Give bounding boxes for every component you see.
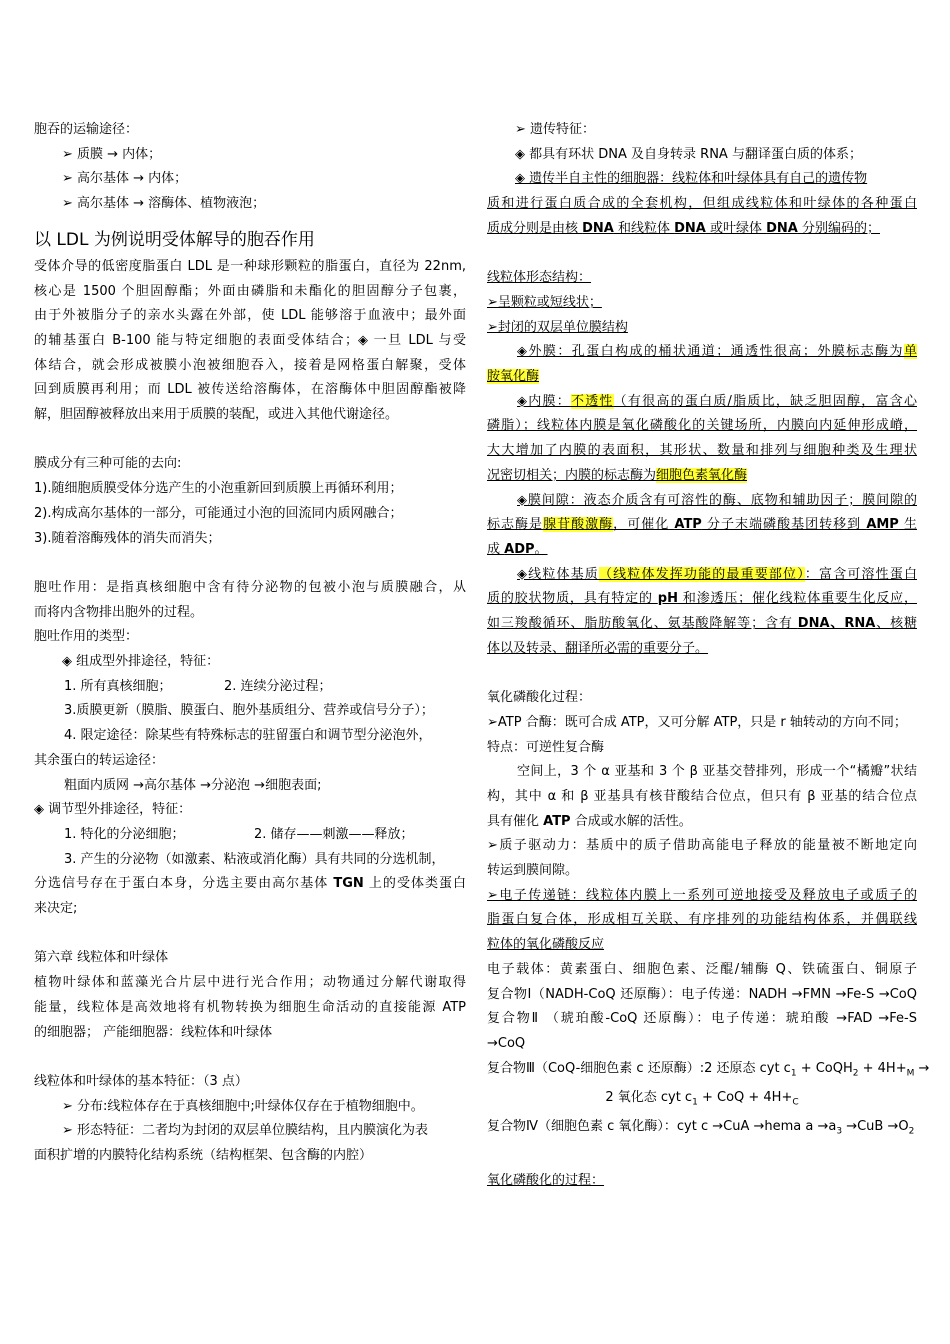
paragraph-line: ◈外膜：孔蛋白构成的桶状通道；通透性很高；外膜标志酶为单: [517, 344, 917, 360]
left-column: [34, 118, 466, 1169]
list-item: ➢封闭的双层单位膜结构: [487, 319, 628, 335]
section-heading-ldl: 以 LDL 为例说明受体解导的胞吞作用: [34, 229, 315, 250]
paragraph-line: 转运到膜间隙。: [487, 863, 579, 879]
list-item: 4. 限定途径：除某些有特殊标志的驻留蛋白和调节型分泌泡外，: [64, 728, 432, 744]
paragraph-line: 特点：可逆性复合酶: [487, 739, 605, 755]
list-item: ◈ 都具有环状 DNA 及自身转录 RNA 与翻译蛋白质的体系；: [515, 146, 862, 162]
oxphos-title: 氧化磷酸化过程：: [487, 690, 592, 706]
list-item: ◈ 组成型外排途径，特征：: [62, 654, 220, 670]
paragraph-line: 的辅基蛋白 B-100 能与特定细胞的表面受体结合；◈ 一旦 LDL 与受: [34, 332, 466, 348]
paragraph-line: 分选信号存在于蛋白本身，分选主要由高尔基体 TGN 上的受体类蛋白: [34, 876, 466, 892]
paragraph-line: 胞吐作用：是指真核细胞中含有待分泌物的包被小泡与质膜融合，从: [34, 579, 466, 595]
route-item: ➢ 高尔基体 → 内体；: [62, 171, 188, 187]
list-item: 2).构成高尔基体的一部分，可能通过小泡的回流同内质网融合；: [34, 505, 403, 521]
paragraph-line: 构，其中 α 和 β 亚基具有核苷酸结合位点，但只有 β 亚基的结合位点: [487, 788, 917, 804]
paragraph-line: 能量，线粒体是高效地将有机物转换为细胞生命活动的直接能源 ATP: [34, 999, 466, 1015]
list-item: ➢ 分布:线粒体存在于真核细胞中;叶绿体仅存在于植物细胞中。: [62, 1098, 424, 1114]
paragraph-line: 质的胶状物质，具有特定的 pH 和渗透压；催化线粒体重要生化反应，: [487, 591, 917, 607]
paragraph-line: 质成分则是由核 DNA 和线粒体 DNA 或叶绿体 DNA 分别编码的；: [487, 220, 881, 236]
feature-row: [34, 823, 466, 848]
paragraph-line: 而将内含物排出胞外的过程。: [34, 604, 204, 620]
paragraph-line: ◈线粒体基质（线粒体发挥功能的最重要部位）：富含可溶性蛋白: [517, 566, 917, 582]
paragraph-line: 解，胆固醇被释放出来用于质膜的装配，或进入其他代谢途径。: [34, 407, 399, 423]
paragraph-line: 脂蛋白复合体，形成相互关联、有序排列的功能结构体系，并偶联线: [487, 912, 917, 928]
feature-item: 2. 连续分泌过程；: [224, 678, 332, 694]
equation-line: 复合物Ⅳ（细胞色素 c 氧化酶）：cyt c →CuA →hema $a \to a_3 \to CuB \to O_2$: [487, 1119, 915, 1137]
list-item: ➢呈颗粒或短线状；: [487, 294, 602, 310]
paragraph-line: ➢质子驱动力：基质中的质子借助高能电子释放的能量被不断地定向: [487, 838, 917, 854]
paragraph-line: 复合物Ⅱ （琥珀酸-CoQ 还原酶）：电子传递：琥珀酸 →FAD →Fe-S: [487, 1011, 917, 1027]
list-item: ◈ 调节型外排途径，特征：: [34, 802, 192, 818]
paragraph-line: 磷脂）；线粒体内膜是氧化磷酸化的关键场所，内膜向内延伸形成嵴，: [487, 418, 917, 434]
genetic-features-title: ➢ 遗传特征：: [515, 122, 596, 137]
paragraph-line: 大大增加了内膜的表面积，其形状、数量和排列与细胞种类及生理状: [487, 443, 917, 459]
paragraph-line: →CoQ: [487, 1035, 526, 1051]
paragraph-line: 空间上，3 个 α 亚基和 3 个 β 亚基交替排列，形成一个“橘瓣”状结: [517, 764, 917, 780]
paragraph-line: 来决定;: [34, 901, 78, 917]
list-item: ◈ 遗传半自主性的细胞器：线粒体和叶绿体具有自己的遗传物: [515, 171, 868, 187]
route-item: ➢ 质膜 → 内体；: [62, 146, 162, 162]
paragraph-line: 植物叶绿体和蓝藻光合片层中进行光合作用；动物通过分解代谢取得: [34, 975, 466, 991]
list-item: ➢ 形态特征：二者均为封闭的双层单位膜结构，且内膜演化为表: [62, 1123, 429, 1139]
right-column: [487, 118, 930, 1194]
exocytosis-types-title: 胞吐作用的类型：: [34, 629, 139, 645]
paragraph-line: 粒体的氧化磷酸反应: [487, 937, 605, 953]
equation-line: 复合物Ⅲ（CoQ-细胞色素 c 还原酶）:2 还原态 cyt $c_1$ + CoQH$_2$ + $4H+_M$ →: [487, 1060, 930, 1079]
paragraph-line: 其余蛋白的转运途径：: [34, 752, 165, 768]
paragraph-line: 成 ADP。: [487, 541, 548, 557]
paragraph-line: 的细胞器； 产能细胞器：线粒体和叶绿体: [34, 1024, 273, 1040]
paragraph-line: 由于外被脂分子的亲水头露在外部，使 LDL 能够溶于血液中；最外面: [34, 308, 466, 324]
route-item: ➢ 高尔基体 → 溶酶体、植物液泡；: [62, 196, 266, 212]
paragraph-line: ➢ATP 合酶：既可合成 ATP，又可分解 ATP，只是 r 轴转动的方向不同；: [487, 714, 907, 730]
paragraph-line: 质和进行蛋白质合成的全套机构，但组成线粒体和叶绿体的各种蛋白: [487, 196, 917, 212]
paragraph-line: 具有催化 ATP 合成或水解的活性。: [487, 813, 692, 829]
paragraph-line: 受体介导的低密度脂蛋白 LDL 是一种球形颗粒的脂蛋白，直径为 22nm,: [34, 258, 466, 274]
feature-row: [34, 675, 466, 700]
paragraph-line: 复合物Ⅰ（NADH-CoQ 还原酶）：电子传递：NADH →FMN →Fe-S →CoQ: [487, 986, 917, 1002]
equation-line: 2 氧化态 cyt $c_1$ + CoQ + $4H+_C$: [605, 1089, 799, 1108]
paragraph-line: 体结合，就会形成被膜小泡被细胞吞入，接着是网格蛋白解聚，受体: [34, 357, 466, 373]
list-item: 3.质膜更新（膜脂、膜蛋白、胞外基质组分、营养或信号分子）；: [64, 703, 434, 719]
oxphos-process-title: 氧化磷酸化的过程：: [487, 1173, 605, 1189]
paragraph-line: ◈内膜：不透性（有很高的蛋白质/脂质比，缺乏胆固醇，富含心: [517, 393, 917, 409]
endocytosis-routes-title: 胞吞的运输途径：: [34, 122, 139, 137]
paragraph-line: 胺氧化酶: [487, 369, 540, 385]
paragraph-line: 体以及转录、翻译所必需的重要分子。: [487, 640, 709, 656]
feature-item: 1. 所有真核细胞；: [64, 678, 172, 694]
list-item: 3. 产生的分泌物（如激素、粘液或消化酶）具有共同的分选机制，: [64, 851, 445, 867]
paragraph-line: 回到质膜再利用；而 LDL 被传送给溶酶体，在溶酶体中胆固醇酯被降: [34, 382, 466, 398]
paragraph-line: 标志酶是腺苷酸激酶，可催化 ATP 分子末端磷酸基团转移到 AMP 生: [487, 517, 917, 533]
paragraph-line: 如三羧酸循环、脂肪酸氧化、氨基酸降解等；含有 DNA、RNA、核糖: [487, 616, 917, 632]
paragraph-line: ◈膜间隙：液态介质含有可溶性的酶、底物和辅助因子；膜间隙的: [517, 492, 917, 508]
paragraph-line: 电子载体：黄素蛋白、细胞色素、泛醌/辅酶 Q、铁硫蛋白、铜原子: [487, 961, 917, 977]
feature-item: 2. 储存——刺激——释放；: [254, 826, 414, 842]
paragraph-line: 面积扩增的内膜特化结构系统（结构框架、包含酶的内腔）: [34, 1148, 373, 1164]
pathway-line: 粗面内质网 →高尔基体 →分泌泡 →细胞表面;: [64, 777, 322, 793]
paragraph-line: ➢电子传递链：线粒体内膜上一系列可逆地接受及释放电子或质子的: [487, 887, 917, 903]
paragraph-line: 核心是 1500 个胆固醇酯；外面由磷脂和未酯化的胆固醇分子包裹，: [34, 283, 466, 299]
mito-structure-title: 线粒体形态结构：: [487, 270, 592, 286]
chapter-title: 第六章 线粒体和叶绿体: [34, 950, 169, 966]
list-item: 3).随着溶酶残体的消失而消失；: [34, 530, 221, 546]
list-item: 1).随细胞质膜受体分选产生的小泡重新回到质膜上再循环利用；: [34, 481, 403, 497]
feature-item: 1. 特化的分泌细胞；: [64, 826, 185, 842]
membrane-fate-title: 膜成分有三种可能的去向:: [34, 456, 182, 472]
features-title: 线粒体和叶绿体的基本特征：（3 点）: [34, 1073, 248, 1089]
paragraph-line: 况密切相关；内膜的标志酶为细胞色素氧化酶: [487, 467, 748, 483]
